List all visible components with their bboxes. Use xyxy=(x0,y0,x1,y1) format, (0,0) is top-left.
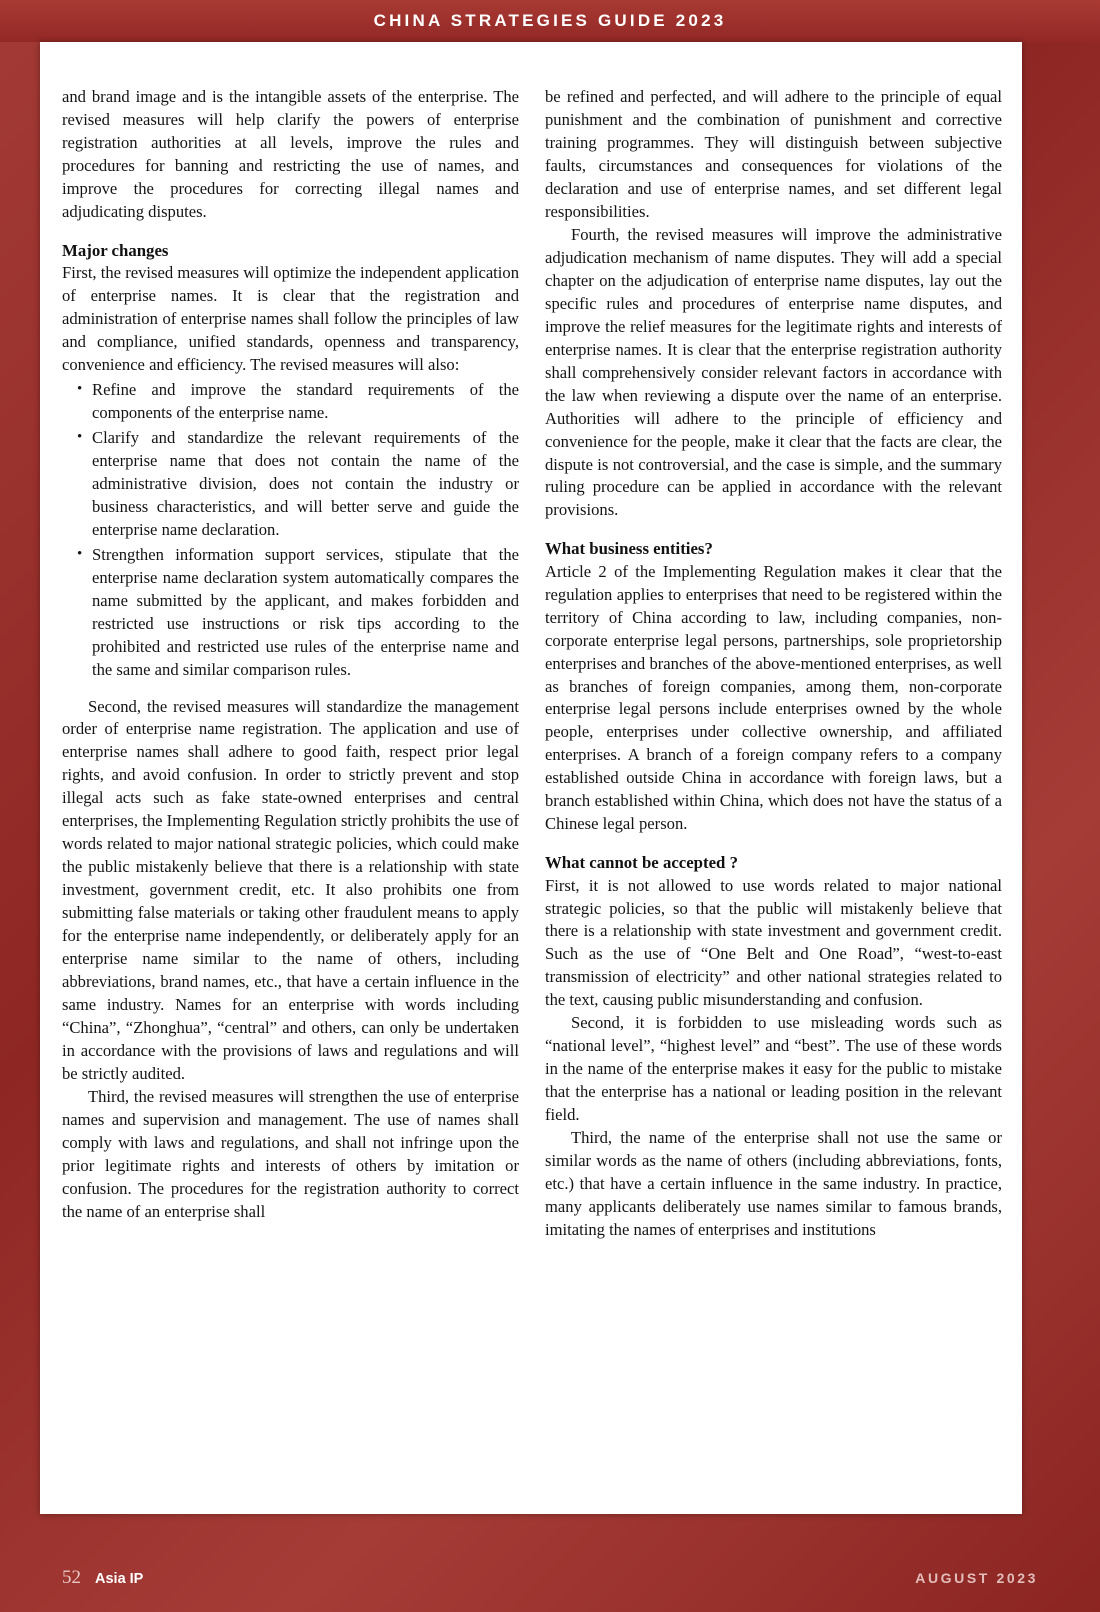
left-paragraph-2: First, the revised measures will optimize the independent application of enterprise names. It is clear that the registration and administration of enterprise names shall follow the principles of law and compliance, unified standards, openness and transparency, convenience and efficiency. The revised measures will also: xyxy=(62,263,519,374)
right-paragraph-2: Fourth, the revised measures will improve the administrative adjudication mechanism of name disputes. They will add a special chapter on the adjudication of enterprise name disputes, lay out the specific rules and procedures of enterprise name disputes, and improve the relief measures for the legitimate rights and interests of enterprise names. It is clear that the enterprise registration authority shall comprehensively consider relevant factors in accordance with the law when reviewing a dispute over the name of an enterprise. Authorities will adhere to the principle of efficiency and convenience for the people, make it clear that the facts are clear, the dispute is not controversial, and the case is simple, and the summary ruling procedure can be applied in accordance with the relevant provisions. xyxy=(545,224,1002,520)
publication-name: Asia IP xyxy=(95,1571,144,1587)
footer-left-group xyxy=(62,1567,143,1589)
left-paragraph-3: Second, the revised measures will standardize the management order of enterprise name registration. The application and use of enterprise names shall adhere to good faith, respect prior legal rights, and avoid confusion. In order to strictly prevent and stop illegal acts such as fake state-owned enterprises and central enterprises, the Implementing Regulation strictly prohibits the use of words related to major national strategic policies, which could make the public mistakenly believe that there is a relationship with state investment, government credit, etc. It also prohibits one from submitting false materials or taking other fraudulent means to apply for the enterprise name independently, or deliberately apply for an enterprise name similar to the name of others, including abbreviations, brand names, etc., that have a certain influence in the same industry. Names for an enterprise with words including “China”, “Zhonghua”, “central” and others, can only be undertaken in accordance with the provisions of laws and regulations and will be strictly audited. xyxy=(62,696,519,1083)
right-paragraph-6: Third, the name of the enterprise shall not use the same or similar words as the name of others (including abbreviations, fonts, etc.) that have a certain influence in the same industry. In practice, many applicants deliberately use names similar to famous brands, imitating the names of enterprises and institutions xyxy=(545,1128,1002,1240)
heading-cannot-be-accepted: What cannot be accepted ? xyxy=(545,853,738,873)
list-item: • Clarify and standardize the relevant requirements of the enterprise name that does not contain the name of the administrative division, does not contain the industry or business characteristics, and will better serve and guide the enterprise name declaration. xyxy=(92,427,519,542)
page-header-band xyxy=(0,0,1100,42)
page-footer xyxy=(0,1558,1100,1598)
right-paragraph-1: be refined and perfected, and will adhere to the principle of equal punishment and the combination of punishment and corrective training programmes. They will distinguish between subjective faults, circumstances and consequences for violations of the declaration and use of enterprise names, and set different legal responsibilities. xyxy=(545,87,1002,221)
article-sheet xyxy=(40,42,1022,1514)
page-number: 52 xyxy=(62,1567,81,1588)
right-paragraph-5: Second, it is forbidden to use misleading words such as “national level”, “highest level” and “best”. The use of these words in the name of the enterprise makes it easy for the public to mistake that the enterprise has a national or leading position in the relevant field. xyxy=(545,1013,1002,1125)
major-changes-list xyxy=(62,379,519,682)
list-item: • Strengthen information support services, stipulate that the enterprise name declaration system automatically compares the name submitted by the applicant, and makes forbidden and restricted use instructions or risk tips according to the prohibited and restricted use rules of the enterprise name and the same and similar comparison rules. xyxy=(92,544,519,682)
right-paragraph-4: First, it is not allowed to use words related to major national strategic policies, so that the public will mistakenly believe that there is a relationship with state investment and government credit. Such as the use of “One Belt and One Road”, “west-to-east transmission of electricity” and other national strategies related to the text, causing public misunderstanding and confusion. xyxy=(545,875,1002,1010)
article-columns xyxy=(62,86,1002,1494)
heading-major-changes: Major changes xyxy=(62,240,169,260)
left-column xyxy=(62,86,519,1494)
heading-business-entities: What business entities? xyxy=(545,539,713,559)
left-paragraph-4: Third, the revised measures will strengthen the use of enterprise names and supervision and management. The use of names shall comply with laws and regulations, and shall not infringe upon the prior legitimate rights and interests of others by imitation or confusion. The procedures for the registration authority to correct the name of an enterprise shall xyxy=(62,1086,519,1221)
right-column xyxy=(545,86,1002,1494)
right-paragraph-3: Article 2 of the Implementing Regulation makes it clear that the regulation applies to enterprises that need to be registered within the territory of China according to law, including companies, non-corporate enterprise legal persons, partnerships, sole proprietorship enterprises and branches of the above-mentioned enterprises, as well as branches of foreign companies, among them, non-corporate enterprise legal persons include enterprises owned by the whole people, enterprises under collective ownership, and affiliated enterprises. A branch of a foreign company refers to a company established outside China in accordance with foreign laws, but a branch established within China, which does not have the status of a Chinese legal person. xyxy=(545,561,1002,834)
issue-date: AUGUST 2023 xyxy=(915,1570,1038,1586)
list-item: • Refine and improve the standard requirements of the components of the enterprise name. xyxy=(92,379,519,425)
header-title: CHINA STRATEGIES GUIDE 2023 xyxy=(373,11,727,30)
left-paragraph-1: and brand image and is the intangible assets of the enterprise. The revised measures will help clarify the powers of enterprise registration authorities at all levels, improve the rules and procedures for banning and restricting the use of names, and improve the procedures for correcting illegal names and adjudicating disputes. xyxy=(62,87,519,221)
